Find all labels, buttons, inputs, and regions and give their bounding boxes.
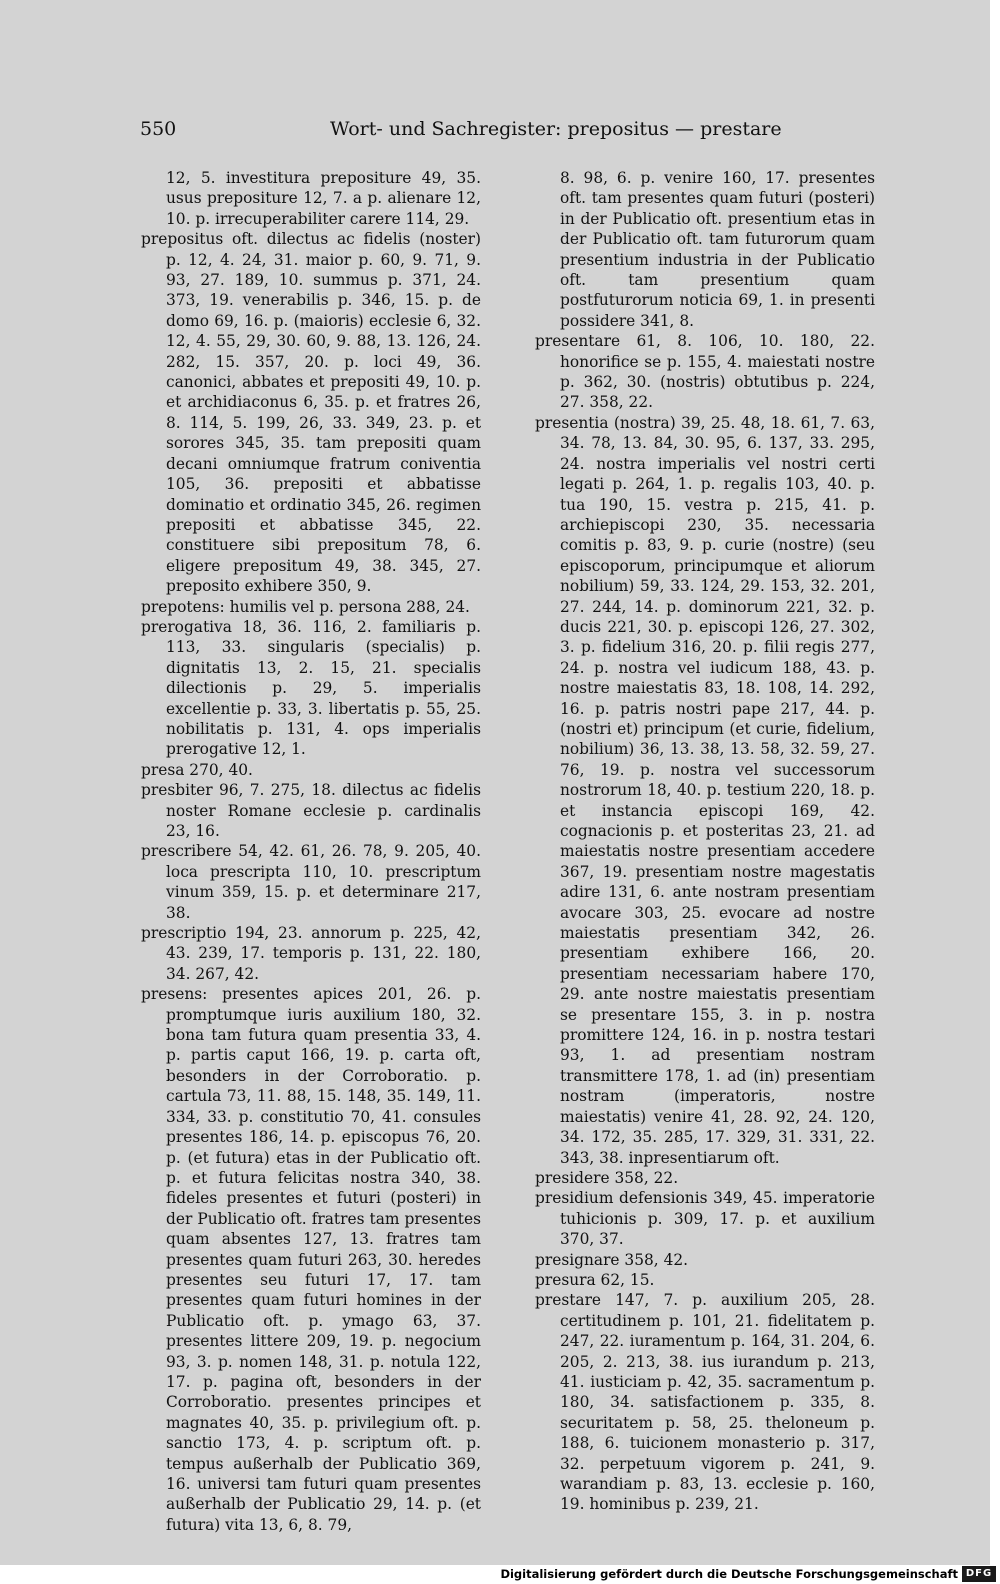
- left-column: [141, 168, 481, 1535]
- index-entry: presbiter 96, 7. 275, 18. dilectus ac fidelis noster Romane ecclesie p. cardinalis 23, 16.: [141, 781, 481, 840]
- index-entry: 12, 5. investitura prepositure 49, 35. usus prepositure 12, 7. a p. alienare 12, 10. p. irrecuperabiliter carere 114, 29.: [166, 169, 481, 228]
- index-entry: presentia (nostra) 39, 25. 48, 18. 61, 7. 63, 34. 78, 13. 84, 30. 95, 6. 137, 33. 295, 24. nostra imperialis vel nostri certi legati p. 264, 1. p. regalis 103, 40. p. tua 190, 15. vestra p. 215, 41. p. archiepiscopi 230, 35. necessaria comitis p. 83, 9. p. curie (nostre) (seu episcoporum, principumque et aliorum nobilium) 59, 33. 124, 29. 153, 32. 201, 27. 244, 14. p. dominorum 221, 32. p. ducis 221, 30. p. episcopi 126, 27. 302, 3. p. fidelium 316, 20. p. filii regis 277, 24. p. nostra vel iudicum 188, 43. p. nostre maiestatis 83, 18. 108, 14. 292, 16. p. patris nostri pape 217, 44. p. (nostri et) principum (et curie, fidelium, nobilium) 36, 13. 38, 13. 58, 32. 59, 27. 76, 19. p. nostra vel successorum nostrorum 18, 40. p. testium 220, 18. p. et instancia episcopi 169, 42. cognacionis p. et posteritas 23, 21. ad maiestatis nostre presentiam accedere 367, 19. presentiam nostre magestatis adire 131, 6. ante nostram presentiam avocare 303, 25. evocare ad nostre maiestatis presentiam 342, 26. presentiam exhibere 166, 20. presentiam necessariam habere 170, 29. ante nostre maiestatis presentiam se presentare 155, 3. in p. nostra promittere 124, 16. in p. nostra testari 93, 1. ad presentiam nostram transmittere 178, 1. ad (in) presentiam nostram (imperatoris, nostre maiestatis) venire 41, 28. 92, 24. 120, 34. 172, 35. 285, 17. 329, 31. 331, 22. 343, 38. inpresentiarum oft.: [535, 413, 875, 1167]
- funding-credit: Digitalisierung gefördert durch die Deutsche Forschungsgemeinschaft: [500, 1567, 958, 1581]
- running-title: Wort- und Sachregister: prepositus — prestare: [330, 118, 782, 140]
- right-column: [535, 168, 875, 1515]
- digitization-footer: [0, 1565, 1000, 1584]
- index-entry: presens: presentes apices 201, 26. p. promptumque iuris auxilium 180, 32. bona tam futura quam presentia 33, 4. p. partis caput 166, 19. p. carta oft, besonders in der Corroboratio. p. cartula 73, 11. 88, 15. 148, 35. 149, 11. 334, 33. p. constitutio 70, 41. consules presentes 186, 14. p. episcopus 76, 20. p. (et futura) etas in der Publicatio oft. p. et futura felicitas nostra 340, 38. fideles presentes et futuri (posteri) in der Publicatio oft. fratres tam presentes quam absentes 127, 13. fratres tam presentes quam futuri 263, 30. heredes presentes seu futuri 17, 17. tam presentes quam futuri homines in der Publicatio oft. p. ymago 63, 37. presentes littere 209, 19. p. negocium 93, 3. p. nomen 148, 31. p. notula 122, 17. p. pagina oft, besonders in der Corroboratio. presentes principes et magnates 40, 35. p. privilegium oft. p. sanctio 173, 4. p. scriptum oft. p. tempus außerhalb der Publicatio 369, 16. universi tam futuri quam presentes außerhalb der Publicatio 29, 14. p. (et futura) vita 13, 6, 8. 79,: [141, 985, 481, 1534]
- index-entry: presa 270, 40.: [141, 760, 253, 779]
- index-entry: prepotens: humilis vel p. persona 288, 24.: [141, 597, 470, 616]
- index-entry: prescribere 54, 42. 61, 26. 78, 9. 205, 40. loca prescripta 110, 10. prescriptum vinum 359, 15. p. et determinare 217, 38.: [141, 842, 481, 922]
- page-number: 550: [140, 118, 177, 140]
- index-entry: presidium defensionis 349, 45. imperatorie tuhicionis p. 309, 17. p. et auxilium 370, 37.: [535, 1189, 875, 1249]
- index-entry: prestare 147, 7. p. auxilium 205, 28. certitudinem p. 101, 21. fidelitatem p. 247, 22. iuramentum p. 164, 31. 204, 6. 205, 2. 213, 38. ius iurandum p. 213, 41. iusticiam p. 42, 35. sacramentum p. 180, 34. satisfactionem p. 335, 8. securitatem p. 58, 25. theloneum p. 188, 6. tuicionem monasterio p. 317, 32. perpetuum vigorem p. 241, 9. warandiam p. 83, 13. ecclesie p. 160, 19. hominibus p. 239, 21.: [535, 1291, 875, 1514]
- index-entry: presentare 61, 8. 106, 10. 180, 22. honorifice se p. 155, 4. maiestati nostre p. 362, 30. (nostris) obtutibus p. 224, 27. 358, 22.: [535, 332, 875, 412]
- index-entry: prerogativa 18, 36. 116, 2. familiaris p. 113, 33. singularis (specialis) p. dignitatis 13, 2. 15, 21. specialis dilectionis p. 29, 5. imperialis excellentie p. 33, 3. libertatis p. 55, 25. nobilitatis p. 131, 4. ops imperialis prerogative 12, 1.: [141, 617, 481, 759]
- index-entry: presura 62, 15.: [535, 1270, 655, 1289]
- index-entry: prescriptio 194, 23. annorum p. 225, 42, 43. 239, 17. temporis p. 131, 22. 180, 34. 267, 42.: [141, 924, 481, 983]
- index-entry: presidere 358, 22.: [535, 1168, 679, 1187]
- running-header: [140, 118, 855, 148]
- index-entry: 8. 98, 6. p. venire 160, 17. presentes oft. tam presentes quam futuri (posteri) in der Publicatio oft. presentium etas in der Publicatio oft. tam futurorum quam presentium industria in der Publicatio oft. tam presentium quam postfuturorum noticia 69, 1. in presenti possidere 341, 8.: [560, 169, 875, 330]
- index-entry: presignare 358, 42.: [535, 1250, 689, 1269]
- dfg-logo-icon: DFG: [962, 1566, 996, 1582]
- index-entry: prepositus oft. dilectus ac fidelis (noster) p. 12, 4. 24, 31. maior p. 60, 9. 71, 9. 93, 27. 189, 10. summus p. 371, 24. 373, 19. venerabilis p. 346, 15. p. de domo 69, 16. p. (maioris) ecclesie 6, 32. 12, 4. 55, 29, 30. 60, 9. 88, 13. 126, 24. 282, 15. 357, 20. p. loci 49, 36. canonici, abbates et prepositi 49, 10. p. et archidiaconus 6, 35. p. et fratres 26, 8. 114, 5. 199, 26, 33. 349, 23. p. et sorores 345, 35. tam prepositi quam decani omniumque fratrum coniventia 105, 36. prepositi et abbatisse dominatio et ordinatio 345, 26. regimen prepositi et abbatisse 345, 22. constituere sibi prepositum 78, 6. eligere prepositum 49, 38. 345, 27. preposito exhibere 350, 9.: [141, 230, 481, 596]
